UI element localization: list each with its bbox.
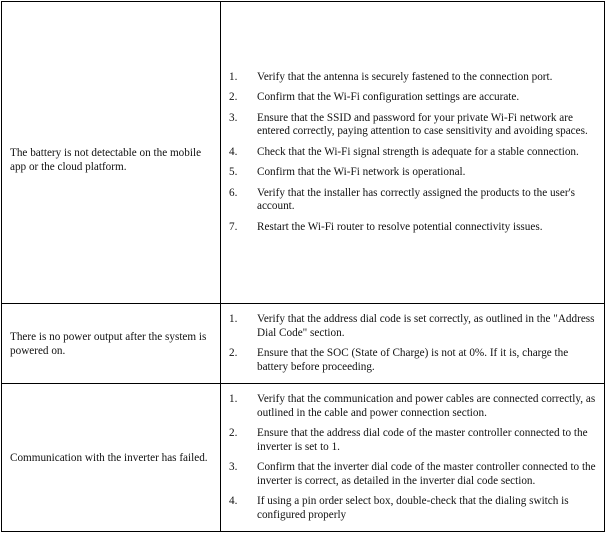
step-number: 3. — [229, 111, 238, 124]
step-text: If using a pin order select box, double-check that the dialing switch is configured properly — [257, 495, 569, 521]
problem-cell: The battery is not detectable on the mobile app or the cloud platform. — [2, 2, 221, 303]
solution-cell — [221, 2, 604, 303]
list-item — [229, 393, 598, 420]
step-number: 4. — [229, 495, 238, 507]
step-number: 4. — [229, 145, 238, 158]
step-number: 7. — [229, 220, 238, 233]
step-number: 1. — [229, 393, 238, 405]
list-item — [229, 221, 598, 235]
step-number: 2. — [229, 347, 238, 359]
step-text: Restart the Wi-Fi router to resolve potential connectivity issues. — [257, 220, 543, 233]
list-item — [229, 112, 598, 139]
list-item — [229, 91, 598, 105]
step-text: Verify that the installer has correctly assigned the products to the user's account. — [257, 186, 575, 213]
problem-cell: There is no power output after the system is powered on. — [2, 304, 221, 383]
step-text: Check that the Wi-Fi signal strength is adequate for a stable connection. — [257, 145, 579, 158]
step-number: 5. — [229, 166, 238, 179]
step-text: Confirm that the inverter dial code of the master controller connected to the inverter is correct, as detailed in the inverter dial code section. — [257, 461, 596, 487]
solution-cell — [221, 384, 604, 531]
step-text: Confirm that the Wi-Fi configuration settings are accurate. — [257, 91, 520, 104]
step-number: 6. — [229, 186, 238, 199]
step-number: 3. — [229, 461, 238, 473]
step-text: Confirm that the Wi-Fi network is operational. — [257, 166, 466, 179]
step-text: Verify that the antenna is securely fastened to the connection port. — [257, 70, 553, 83]
step-number: 2. — [229, 427, 238, 439]
solution-cell — [221, 304, 604, 383]
list-item — [229, 461, 598, 488]
step-text: Ensure that the SSID and password for your private Wi-Fi network are entered correctly, paying attention to case sensitivity and avoiding spaces. — [257, 111, 588, 138]
step-text: Verify that the address dial code is set correctly, as outlined in the "Address Dial Code" section. — [257, 313, 595, 339]
list-item — [229, 495, 598, 522]
table-row — [2, 2, 604, 303]
solution-list — [229, 313, 598, 374]
problem-cell: Communication with the inverter has failed. — [2, 384, 221, 531]
step-text: Verify that the communication and power cables are connected correctly, as outlined in the cable and power connection section. — [257, 393, 596, 419]
list-item — [229, 313, 598, 340]
troubleshooting-table — [1, 1, 605, 532]
step-number: 1. — [229, 70, 238, 83]
list-item — [229, 146, 598, 160]
solution-list — [229, 71, 598, 235]
table-row — [2, 383, 604, 531]
list-item — [229, 347, 598, 374]
list-item — [229, 71, 598, 85]
step-number: 2. — [229, 91, 238, 104]
table-row — [2, 303, 604, 383]
list-item — [229, 166, 598, 180]
step-text: Ensure that the SOC (State of Charge) is not at 0%. If it is, charge the battery before proceeding. — [257, 347, 569, 373]
step-text: Ensure that the address dial code of the master controller connected to the inverter is set to 1. — [257, 427, 588, 453]
list-item — [229, 187, 598, 214]
list-item — [229, 427, 598, 454]
step-number: 1. — [229, 313, 238, 325]
solution-list — [229, 393, 598, 522]
